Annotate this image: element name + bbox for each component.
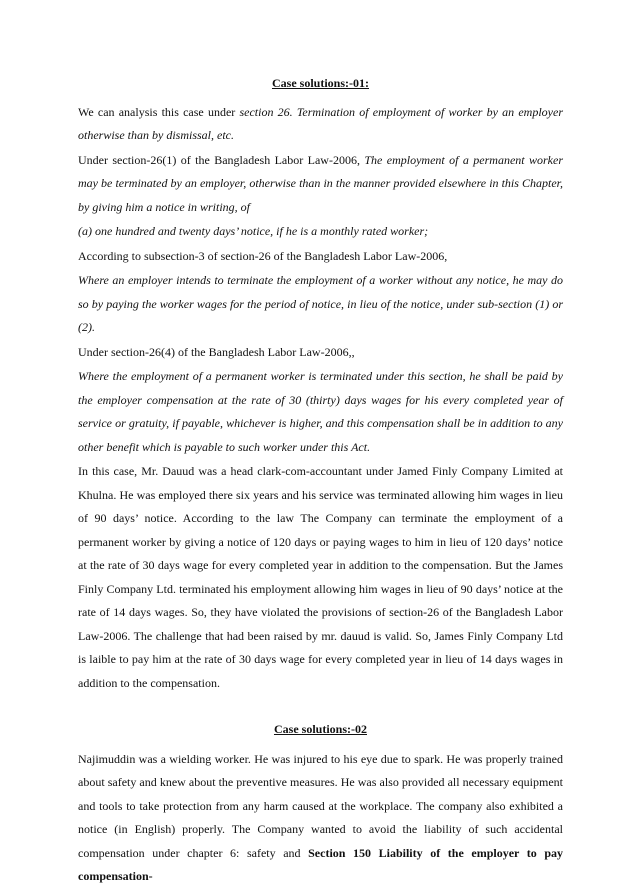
- section-26-1-quote: The employment of a permanent worker may be terminated by an employer, otherwise than in the manner provided elsewhere in this Chapter, by giving him a notice in writing, of: [78, 152, 563, 214]
- subsection-3-quote: Where an employer intends to terminate the employment of a worker without any notice, he may do so by paying the worker wages for the period of notice, in lieu of the notice, under sub-section (1) or (2).: [78, 273, 563, 334]
- section-26-4-quote: Where the employment of a permanent worker is terminated under this section, he shall be paid by the employer compensation at the rate of 30 (thirty) days wages for his every completed year of service or gratuity, if payable, whichever is higher, and this compensation shall be in addition to any other benefit which is payable to such worker under this Act.: [78, 369, 563, 454]
- document-page: [78, 72, 563, 890]
- case-1-intro-paragraph: [78, 101, 563, 148]
- clause-a-quote: (a) one hundred and twenty days’ notice, if he is a monthly rated worker;: [78, 224, 429, 238]
- subsection-3-reference: According to subsection-3 of section-26 of the Bangladesh Labor Law-2006,: [78, 248, 448, 263]
- section-26-1-reference: Under section-26(1) of the Bangladesh Labor Law-2006,: [78, 152, 365, 167]
- section-26-1-paragraph: [78, 149, 563, 220]
- case-1-heading: Case solutions:-01:: [271, 76, 369, 90]
- case-2-paragraph: [78, 748, 563, 889]
- case-2-heading: Case solutions:-02: [273, 722, 367, 736]
- case-1-analysis-paragraph: In this case, Mr. Dauud was a head clark-com-accountant under Jamed Finly Company Limited at Khulna. He was employed there six years and his service was terminated allowing him wages in lieu of 90 days’ notice. According to the law The Company can terminate the employment of a permanent worker by giving a notice of 120 days or paying wages to him in lieu of 120 days’ notice at the rate of 30 days wage for every completed year in addition to the compensation. But the James Finly Company Ltd. terminated his employment allowing him wages in lieu of 90 days’ notice at the rate of 14 days wages. So, they have violated the provisions of section-26 of the Bangladesh Labor Law-2006. The challenge that had been raised by mr. dauud is valid. So, James Finly Company Ltd is laible to pay him at the rate of 30 days wage for every completed year in lieu of 14 days wages in addition to the compensation.: [78, 464, 563, 690]
- intro-text: We can analysis this case under: [78, 104, 240, 119]
- section-150-title: Section 150 Liability of the employer to pay compensation-: [78, 845, 563, 883]
- case-2-text: Najimuddin was a wielding worker. He was injured to his eye due to spark. He was properly trained about safety and knew about the preventive measures. He was also provided all necessary equipment and tools to take protection from any harm caused at the workplace. The company also exhibited a notice (in English) properly. The Company wanted to avoid the liability of such accidental compensation under chapter 6: safety and: [78, 751, 563, 860]
- intro-section-title: section 26. Termination of employment of worker by an employer otherwise than by dismissal, etc.: [78, 104, 564, 142]
- section-26-4-reference: Under section-26(4) of the Bangladesh Labor Law-2006,,: [78, 344, 355, 359]
